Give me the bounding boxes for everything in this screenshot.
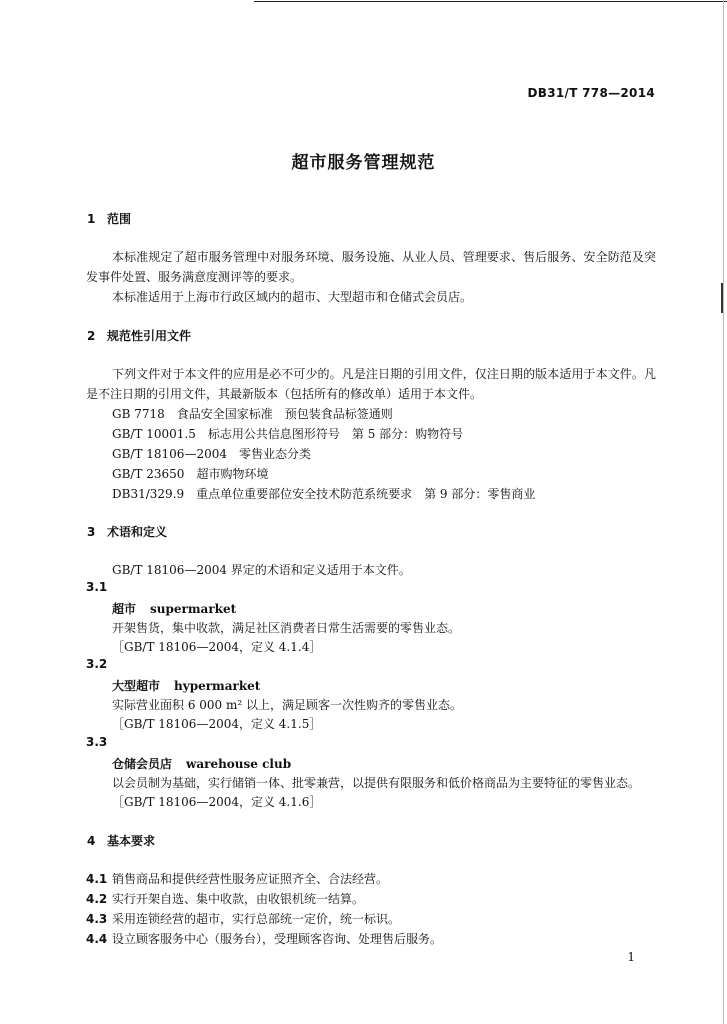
requirement-number: 4.2 (86, 892, 108, 906)
reference-item: GB 7718 食品安全国家标准 预包装食品标签通则 (112, 407, 393, 421)
section-title: 规范性引用文件 (107, 329, 192, 343)
section-title: 术语和定义 (107, 525, 168, 539)
reference-item: GB/T 23650 超市购物环境 (112, 467, 269, 481)
document-code: DB31/T 778—2014 (527, 86, 655, 100)
requirement-number: 4.1 (86, 872, 108, 886)
requirement-number: 4.4 (86, 932, 108, 946)
term-source: ［GB/T 18106—2004，定义 4.1.4］ (112, 640, 322, 654)
term-source: ［GB/T 18106—2004，定义 4.1.5］ (112, 717, 322, 731)
top-border-line (254, 1, 727, 2)
term-source: ［GB/T 18106—2004，定义 4.1.6］ (112, 795, 322, 809)
term-definition: 开架售货，集中收款，满足社区消费者日常生活需要的零售业态。 (112, 621, 461, 635)
scope-paragraph-2: 本标准适用于上海市行政区域内的超市、大型超市和仓储式会员店。 (112, 290, 473, 304)
page-number: 1 (627, 950, 635, 964)
requirement-item (86, 930, 442, 947)
term-number: 3.1 (86, 580, 108, 594)
term-zh: 仓储会员店 (112, 757, 173, 771)
term-heading (112, 600, 236, 617)
reference-item: GB/T 18106—2004 零售业态分类 (112, 447, 311, 461)
term-number: 3.2 (86, 657, 108, 671)
scope-paragraph-1: 本标准规定了超市服务管理中对服务环境、服务设施、从业人员、管理要求、售后服务、安全防范及突发事件处置、服务满意度测评等的要求。 (86, 250, 656, 284)
requirement-text: 实行开架自选、集中收款，由收银机统一结算。 (112, 892, 365, 906)
term-definition: 实际营业面积 6 000 m² 以上，满足顾客一次性购齐的零售业态。 (112, 698, 462, 712)
section-heading-1 (87, 210, 131, 227)
reference-item: GB/T 10001.5 标志用公共信息图形符号 第 5 部分：购物符号 (112, 427, 464, 441)
term-definition: 以会员制为基础，实行储销一体、批零兼营，以提供有限服务和低价格商品为主要特征的零售业态。 (112, 776, 641, 790)
section-heading-4 (87, 832, 155, 849)
term-en: supermarket (150, 602, 237, 616)
scan-edge-mark (721, 283, 727, 313)
term-en: hypermarket (174, 679, 261, 693)
requirement-number: 4.3 (86, 912, 108, 926)
terms-intro: GB/T 18106—2004 界定的术语和定义适用于本文件。 (112, 563, 411, 577)
section-title: 范围 (107, 212, 132, 226)
section-title: 基本要求 (107, 834, 156, 848)
requirement-text: 设立顾客服务中心（服务台），受理顾客咨询、处理售后服务。 (112, 932, 443, 946)
section-number: 2 (87, 329, 96, 343)
requirement-text: 采用连锁经营的超市，实行总部统一定价，统一标识。 (112, 912, 401, 926)
section-heading-2 (87, 327, 191, 344)
term-zh: 超市 (112, 602, 137, 616)
term-en: warehouse club (186, 757, 292, 771)
term-number: 3.3 (86, 735, 108, 749)
term-heading (112, 677, 260, 694)
term-heading (112, 755, 291, 772)
section-number: 3 (87, 525, 96, 539)
reference-item: DB31/329.9 重点单位重要部位安全技术防范系统要求 第 9 部分：零售商业 (112, 487, 536, 501)
section-heading-3 (87, 523, 167, 540)
document-title: 超市服务管理规范 (291, 153, 436, 173)
section-number: 1 (87, 212, 96, 226)
section-number: 4 (87, 834, 96, 848)
references-intro: 下列文件对于本文件的应用是必不可少的。凡是注日期的引用文件，仅注日期的版本适用于本文件。凡是不注日期的引用文件，其最新版本（包括所有的修改单）适用于本文件。 (86, 367, 656, 401)
term-zh: 大型超市 (112, 679, 161, 693)
requirement-item (86, 870, 388, 887)
requirement-text: 销售商品和提供经营性服务应证照齐全、合法经营。 (112, 872, 389, 886)
requirement-item (86, 890, 364, 907)
requirement-item (86, 910, 400, 927)
